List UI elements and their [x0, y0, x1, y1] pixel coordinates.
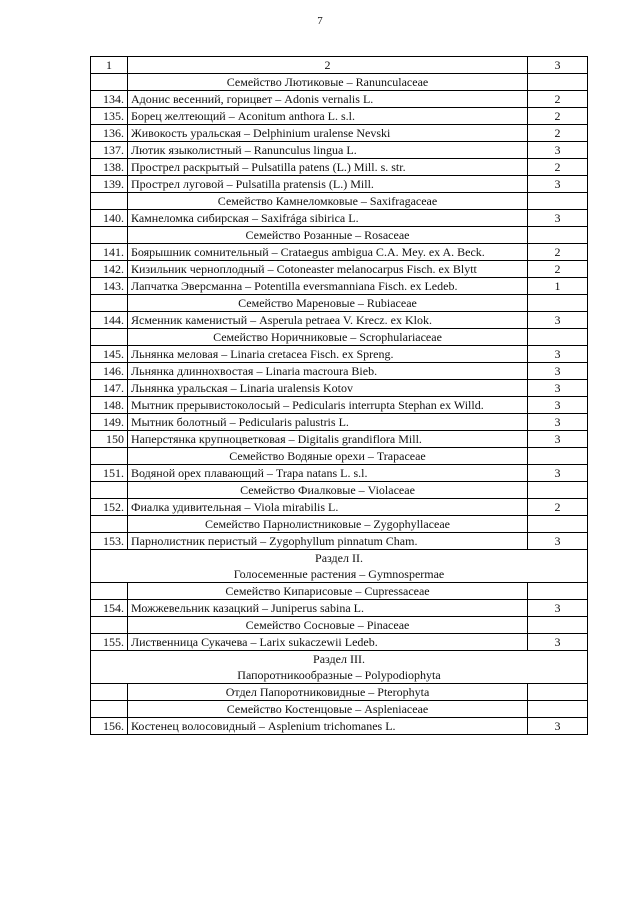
empty-cell — [91, 684, 128, 701]
table-header-row — [91, 57, 588, 74]
family-row — [91, 295, 588, 312]
row-number: 145. — [91, 346, 128, 363]
species-table — [90, 56, 588, 735]
empty-cell — [528, 482, 588, 499]
empty-cell — [528, 193, 588, 210]
species-name: Мытник болотный – Pedicularis palustris L. — [128, 414, 528, 431]
family-title: Отдел Папоротниковидные – Pterophyta — [128, 684, 528, 701]
section-number: Раздел III. — [313, 652, 365, 666]
family-row — [91, 684, 588, 701]
species-row — [91, 346, 588, 363]
species-name: Кизильник черноплодный – Cotoneaster melanocarpus Fisch. ex Blytt — [128, 261, 528, 278]
species-row — [91, 312, 588, 329]
header-col-3: 3 — [528, 57, 588, 74]
family-row — [91, 583, 588, 600]
rarity-category: 3 — [528, 210, 588, 227]
row-number: 150 — [91, 431, 128, 448]
species-name: Прострел раскрытый – Pulsatilla patens (L.) Mill. s. str. — [128, 159, 528, 176]
family-row — [91, 193, 588, 210]
species-name: Костенец волосовидный – Asplenium trichomanes L. — [128, 718, 528, 735]
row-number: 149. — [91, 414, 128, 431]
row-number: 152. — [91, 499, 128, 516]
rarity-category: 3 — [528, 176, 588, 193]
empty-cell — [91, 583, 128, 600]
empty-cell — [528, 583, 588, 600]
section-name: Голосеменные растения – Gymnospermae — [233, 567, 445, 581]
species-row — [91, 533, 588, 550]
family-row — [91, 74, 588, 91]
species-name: Льнянка меловая – Linaria cretacea Fisch. ex Spreng. — [128, 346, 528, 363]
empty-cell — [91, 193, 128, 210]
row-number: 140. — [91, 210, 128, 227]
row-number: 141. — [91, 244, 128, 261]
species-name: Лапчатка Эверсманна – Potentilla eversmanniana Fisch. ex Ledeb. — [128, 278, 528, 295]
rarity-category: 3 — [528, 533, 588, 550]
family-title: Семейство Парнолистниковые – Zygophyllaceae — [128, 516, 528, 533]
family-row — [91, 482, 588, 499]
family-row — [91, 329, 588, 346]
species-row — [91, 261, 588, 278]
species-name: Живокость уральская – Delphinium uralense Nevski — [128, 125, 528, 142]
row-number: 153. — [91, 533, 128, 550]
species-name: Лютик языколистный – Ranunculus lingua L. — [128, 142, 528, 159]
family-title: Семейство Камнеломковые – Saxifragaceae — [128, 193, 528, 210]
species-name: Льнянка длиннохвостая – Linaria macroura Bieb. — [128, 363, 528, 380]
rarity-category: 2 — [528, 125, 588, 142]
rarity-category: 2 — [528, 244, 588, 261]
row-number: 155. — [91, 634, 128, 651]
family-row — [91, 701, 588, 718]
species-row — [91, 244, 588, 261]
species-name: Парнолистник перистый – Zygophyllum pinnatum Cham. — [128, 533, 528, 550]
row-number: 138. — [91, 159, 128, 176]
section-name: Папоротникообразные – Polypodiophyta — [237, 668, 441, 682]
row-number: 154. — [91, 600, 128, 617]
rarity-category: 2 — [528, 108, 588, 125]
rarity-category: 3 — [528, 380, 588, 397]
empty-cell — [528, 329, 588, 346]
species-row — [91, 142, 588, 159]
empty-cell — [528, 617, 588, 634]
row-number: 134. — [91, 91, 128, 108]
family-title: Семейство Лютиковые – Ranunculaceae — [128, 74, 528, 91]
header-col-2: 2 — [128, 57, 528, 74]
species-row — [91, 499, 588, 516]
empty-cell — [528, 295, 588, 312]
section-title — [91, 651, 588, 684]
empty-cell — [91, 74, 128, 91]
species-name: Адонис весенний, горицвет – Adonis vernalis L. — [128, 91, 528, 108]
family-title: Семейство Мареновые – Rubiaceae — [128, 295, 528, 312]
rarity-category: 3 — [528, 414, 588, 431]
header-col-1: 1 — [91, 57, 128, 74]
family-title: Семейство Водяные орехи – Trapaceae — [128, 448, 528, 465]
row-number: 136. — [91, 125, 128, 142]
family-title: Семейство Кипарисовые – Cupressaceae — [128, 583, 528, 600]
species-name: Мытник прерывистоколосый – Pedicularis interrupta Stephan ex Willd. — [128, 397, 528, 414]
species-row — [91, 363, 588, 380]
row-number: 156. — [91, 718, 128, 735]
rarity-category: 2 — [528, 159, 588, 176]
species-name: Ясменник каменистый – Asperula petraea V. Krecz. ex Klok. — [128, 312, 528, 329]
rarity-category: 3 — [528, 346, 588, 363]
species-name: Можжевельник казацкий – Juniperus sabina L. — [128, 600, 528, 617]
family-row — [91, 516, 588, 533]
species-row — [91, 397, 588, 414]
species-row — [91, 600, 588, 617]
species-name: Прострел луговой – Pulsatilla pratensis (L.) Mill. — [128, 176, 528, 193]
species-row — [91, 465, 588, 482]
empty-cell — [91, 617, 128, 634]
rarity-category: 3 — [528, 600, 588, 617]
rarity-category: 2 — [528, 499, 588, 516]
species-row — [91, 176, 588, 193]
species-name: Льнянка уральская – Linaria uralensis Kotov — [128, 380, 528, 397]
rarity-category: 3 — [528, 142, 588, 159]
row-number: 151. — [91, 465, 128, 482]
empty-cell — [528, 684, 588, 701]
species-row — [91, 108, 588, 125]
row-number: 135. — [91, 108, 128, 125]
species-row — [91, 159, 588, 176]
rarity-category: 3 — [528, 465, 588, 482]
family-title: Семейство Розанные – Rosaceae — [128, 227, 528, 244]
species-name: Камнеломка сибирская – Saxifrága sibirica L. — [128, 210, 528, 227]
rarity-category: 2 — [528, 261, 588, 278]
rarity-category: 3 — [528, 363, 588, 380]
empty-cell — [528, 227, 588, 244]
species-row — [91, 414, 588, 431]
row-number: 139. — [91, 176, 128, 193]
empty-cell — [528, 701, 588, 718]
empty-cell — [91, 482, 128, 499]
species-name: Наперстянка крупноцветковая – Digitalis grandiflora Mill. — [128, 431, 528, 448]
empty-cell — [91, 295, 128, 312]
species-name: Фиалка удивительная – Viola mirabilis L. — [128, 499, 528, 516]
rarity-category: 1 — [528, 278, 588, 295]
species-name: Боярышник сомнительный – Crataegus ambigua C.A. Mey. ex A. Beck. — [128, 244, 528, 261]
species-row — [91, 91, 588, 108]
species-row — [91, 210, 588, 227]
species-row — [91, 125, 588, 142]
row-number: 144. — [91, 312, 128, 329]
empty-cell — [91, 329, 128, 346]
species-row — [91, 278, 588, 295]
family-title: Семейство Норичниковые – Scrophulariaceae — [128, 329, 528, 346]
section-number: Раздел II. — [315, 551, 363, 565]
row-number: 147. — [91, 380, 128, 397]
empty-cell — [528, 516, 588, 533]
family-row — [91, 617, 588, 634]
species-name: Водяной орех плавающий – Trapa natans L. s.l. — [128, 465, 528, 482]
family-row — [91, 448, 588, 465]
rarity-category: 3 — [528, 634, 588, 651]
family-title: Семейство Костенцовые – Aspleniaceae — [128, 701, 528, 718]
section-row — [91, 651, 588, 684]
rarity-category: 3 — [528, 431, 588, 448]
species-row — [91, 718, 588, 735]
rarity-category: 3 — [528, 718, 588, 735]
empty-cell — [528, 74, 588, 91]
empty-cell — [91, 516, 128, 533]
row-number: 146. — [91, 363, 128, 380]
species-name: Борец желтеющий – Aconitum anthora L. s.l. — [128, 108, 528, 125]
page-number: 7 — [317, 15, 323, 27]
section-title — [91, 550, 588, 583]
row-number: 148. — [91, 397, 128, 414]
species-row — [91, 431, 588, 448]
family-row — [91, 227, 588, 244]
species-name: Лиственница Сукачева – Larix sukaczewii Ledeb. — [128, 634, 528, 651]
empty-cell — [91, 701, 128, 718]
family-title: Семейство Сосновые – Pinaceae — [128, 617, 528, 634]
row-number: 142. — [91, 261, 128, 278]
empty-cell — [528, 448, 588, 465]
row-number: 143. — [91, 278, 128, 295]
section-row — [91, 550, 588, 583]
species-row — [91, 380, 588, 397]
rarity-category: 2 — [528, 91, 588, 108]
empty-cell — [91, 448, 128, 465]
empty-cell — [91, 227, 128, 244]
species-row — [91, 634, 588, 651]
rarity-category: 3 — [528, 312, 588, 329]
family-title: Семейство Фиалковые – Violaceae — [128, 482, 528, 499]
row-number: 137. — [91, 142, 128, 159]
rarity-category: 3 — [528, 397, 588, 414]
